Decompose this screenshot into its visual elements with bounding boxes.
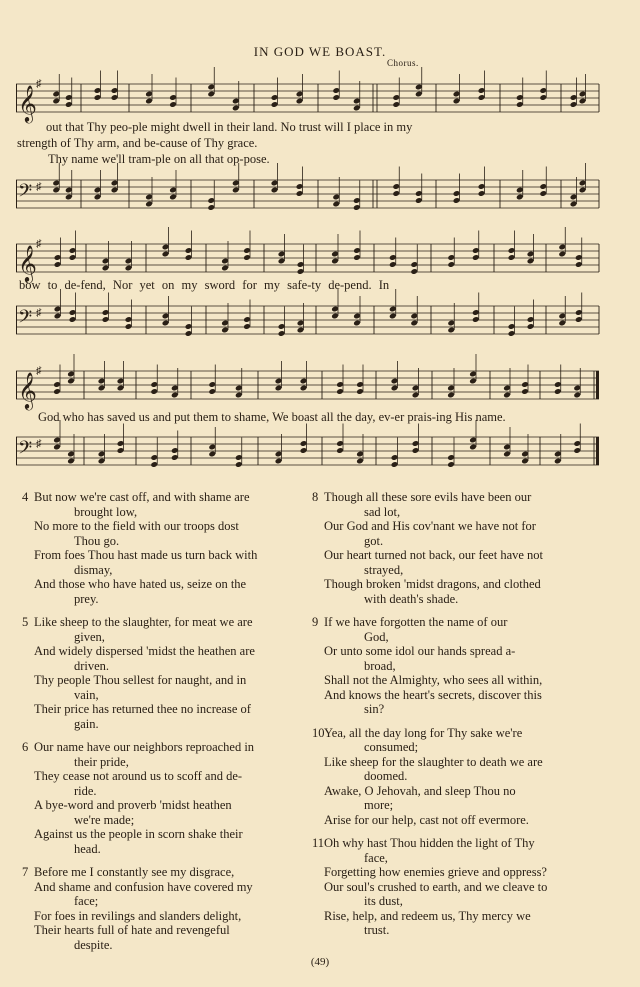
verse-number: 10 bbox=[312, 725, 325, 740]
verse-line: got. bbox=[364, 533, 384, 548]
verse-line: their pride, bbox=[74, 754, 129, 769]
verse-line: sin? bbox=[364, 702, 385, 716]
verse-number: 11 bbox=[312, 836, 325, 850]
verse-line: Our God and His cov'nant we have not for bbox=[324, 519, 536, 533]
verse-line: Their price has returned thee no increase of bbox=[34, 702, 251, 716]
verse-line: sad lot, bbox=[364, 504, 401, 519]
verse-line: Or unto some idol our hands spread a- bbox=[324, 644, 516, 658]
verse-line: Our soul's crushed to earth, and we cleave to bbox=[324, 879, 548, 894]
music-system-2 bbox=[16, 240, 599, 340]
verse-line: Rise, help, and redeem us, Thy mercy we bbox=[324, 908, 531, 923]
verse-line: Oh why hast Thou hidden the light of Thy bbox=[324, 836, 535, 850]
verse-number: 7 bbox=[22, 865, 29, 879]
verse-line: prey. bbox=[74, 591, 99, 606]
verse-line: Arise for our help, cast not off evermore. bbox=[324, 812, 529, 827]
lyric-line-2-1: bow to de-fend, Nor yet on my sword for my safe-ty de-pend. In bbox=[19, 278, 390, 292]
verse-line: vain, bbox=[74, 687, 99, 702]
verse-line: gain. bbox=[74, 716, 99, 731]
bass-staff-1 bbox=[16, 176, 599, 216]
verse-line: Awake, O Jehovah, and sleep Thou no bbox=[324, 783, 516, 798]
sharp-icon: ♯ bbox=[36, 181, 42, 193]
verse-number: 5 bbox=[22, 615, 29, 629]
verse-line: A bye-word and proverb 'midst heathen bbox=[34, 798, 232, 812]
verse-number: 9 bbox=[312, 615, 319, 629]
lyric-line-3-1: God who has saved us and put them to shame, We boast all the day, ev-er prais-ing His name. bbox=[38, 410, 506, 424]
verses-column-left bbox=[22, 490, 302, 961]
verse-line: But now we're cast off, and with shame are bbox=[34, 490, 250, 504]
verse-5 bbox=[22, 615, 302, 731]
verse-line: more; bbox=[364, 798, 394, 812]
verse-line: And widely dispersed 'midst the heathen are bbox=[34, 644, 255, 658]
verse-line: Against us the people in scorn shake their bbox=[34, 827, 243, 841]
treble-staff-3 bbox=[16, 367, 599, 407]
music-system-3 bbox=[16, 367, 599, 477]
sharp-icon: ♯ bbox=[36, 78, 42, 90]
verse-line: Thou go. bbox=[74, 533, 120, 548]
treble-clef-icon: 𝄞 bbox=[18, 84, 37, 122]
verse-line: Though all these sore evils have been our bbox=[324, 490, 532, 504]
treble-clef-icon: 𝄞 bbox=[18, 244, 37, 282]
sharp-icon: ♯ bbox=[36, 307, 42, 319]
bass-clef-icon: 𝄢 bbox=[18, 181, 33, 206]
verse-4 bbox=[22, 490, 302, 606]
lyric-line-1-3: Thy name we'll tram-ple on all that op-pose. bbox=[48, 152, 270, 166]
sharp-icon: ♯ bbox=[36, 438, 42, 450]
verse-line: doomed. bbox=[364, 769, 408, 783]
verse-line: Their hearts full of hate and revengeful bbox=[34, 923, 230, 937]
verse-line: given, bbox=[74, 629, 105, 644]
verse-line: And shame and confusion have covered my bbox=[34, 879, 253, 894]
treble-clef-icon: 𝄞 bbox=[18, 371, 37, 409]
sharp-icon: ♯ bbox=[36, 365, 42, 377]
verse-line: Like sheep for the slaughter to death we are bbox=[324, 754, 543, 769]
verse-line: despite. bbox=[74, 937, 113, 952]
verse-6 bbox=[22, 740, 302, 856]
verse-line: From foes Thou hast made us turn back with bbox=[34, 548, 258, 562]
verse-line: Our heart turned not back, our feet have not bbox=[324, 548, 544, 562]
verse-line: trust. bbox=[364, 923, 390, 937]
verse-line: broad, bbox=[364, 658, 396, 673]
bass-clef-icon: 𝄢 bbox=[18, 438, 33, 463]
verse-line: For foes in revilings and slanders delight, bbox=[34, 908, 242, 923]
verse-line: we're made; bbox=[74, 812, 135, 827]
verse-10 bbox=[312, 726, 602, 828]
verse-line: Thy people Thou sellest for naught, and in bbox=[34, 673, 247, 687]
treble-staff-1 bbox=[16, 80, 599, 120]
verse-line: face, bbox=[364, 850, 388, 865]
verse-line: consumed; bbox=[364, 740, 419, 754]
verse-line: face; bbox=[74, 894, 99, 908]
verse-number: 8 bbox=[312, 490, 319, 504]
verse-line: If we have forgotten the name of our bbox=[324, 615, 508, 629]
verse-line: Forgetting how enemies grieve and oppress? bbox=[324, 865, 547, 879]
verse-9 bbox=[312, 615, 602, 717]
verse-line: God, bbox=[364, 629, 389, 644]
verse-line: ride. bbox=[74, 783, 97, 798]
verse-line: driven. bbox=[74, 658, 110, 673]
verse-line: And those who have hated us, seize on the bbox=[34, 577, 247, 591]
verse-line: dismay, bbox=[74, 562, 113, 577]
verse-8 bbox=[312, 490, 602, 606]
bass-staff-2 bbox=[16, 302, 599, 342]
sharp-icon: ♯ bbox=[36, 238, 42, 250]
verse-line: Though broken 'midst dragons, and clothed bbox=[324, 577, 541, 591]
lyric-line-1-2: strength of Thy arm, and be-cause of Thy grace. bbox=[17, 136, 258, 150]
verse-7 bbox=[22, 865, 302, 952]
verse-line: No more to the field with our troops dost bbox=[34, 519, 239, 533]
verse-line: Shall not the Almighty, who sees all within, bbox=[324, 673, 543, 687]
verse-line: with death's shade. bbox=[364, 591, 459, 606]
verse-line: Yea, all the day long for Thy sake we're bbox=[324, 725, 523, 740]
verse-11 bbox=[312, 836, 602, 938]
chorus-label: Chorus. bbox=[387, 58, 419, 68]
verse-line: head. bbox=[74, 841, 101, 856]
bass-clef-icon: 𝄢 bbox=[18, 307, 33, 332]
music-system-1 bbox=[16, 58, 599, 210]
page-number: (49) bbox=[310, 956, 330, 968]
verse-line: its dust, bbox=[364, 894, 403, 908]
treble-staff-2 bbox=[16, 240, 599, 280]
verse-line: strayed, bbox=[364, 562, 404, 577]
lyric-line-1-1: out that Thy peo-ple might dwell in their land. No trust will I place in my bbox=[46, 120, 413, 134]
bass-staff-3 bbox=[16, 433, 599, 473]
verse-line: Our name have our neighbors reproached in bbox=[34, 740, 255, 754]
verse-line: They cease not around us to scoff and de- bbox=[34, 769, 243, 783]
verse-line: brought low, bbox=[74, 504, 138, 519]
verse-line: And knows the heart's secrets, discover this bbox=[324, 687, 542, 702]
hymn-title: IN GOD WE BOAST. bbox=[253, 44, 387, 59]
verses-column-right bbox=[312, 490, 602, 947]
verse-number: 4 bbox=[22, 490, 29, 504]
verse-number: 6 bbox=[22, 740, 29, 754]
verse-line: Before me I constantly see my disgrace, bbox=[34, 865, 235, 879]
verse-line: Like sheep to the slaughter, for meat we are bbox=[34, 615, 253, 629]
